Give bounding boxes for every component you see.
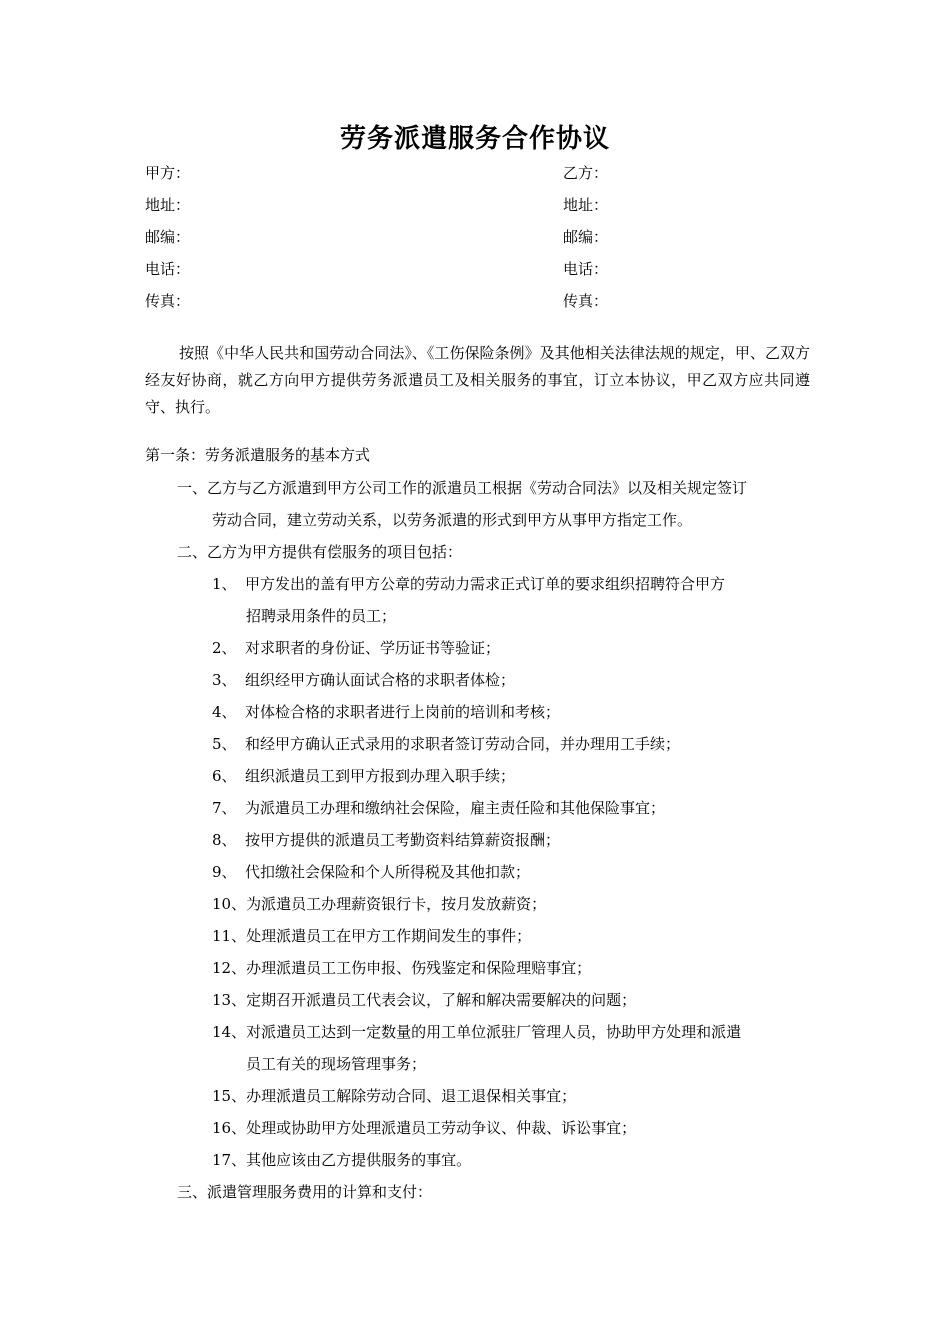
item-number: 16、: [212, 1119, 247, 1137]
item-number: 10、: [212, 895, 247, 913]
item-text: 定期召开派遣员工代表会议，了解和解决需要解决的问题；: [246, 991, 637, 1009]
party-a-address-label: 地址：: [145, 196, 191, 214]
service-item: [212, 957, 812, 979]
party-a-fax-label: 传真：: [145, 292, 191, 310]
service-item: [212, 765, 812, 787]
item-number: 9、: [212, 863, 237, 881]
clause-3-heading: 三、派遣管理服务费用的计算和支付：: [177, 1183, 433, 1201]
item-text: 为派遣员工办理薪资银行卡，按月发放薪资；: [246, 895, 547, 913]
item-number: 2、: [212, 639, 237, 657]
item-text-continued: 招聘录用条件的员工；: [246, 607, 397, 625]
service-item: [212, 893, 812, 915]
article-1-heading: 第一条：劳务派遣服务的基本方式: [145, 446, 371, 464]
service-item: [212, 1085, 812, 1107]
service-item: [212, 861, 812, 883]
item-text: 甲方发出的盖有甲方公章的劳动力需求正式订单的要求组织招聘符合甲方: [245, 575, 726, 593]
item-number: 17、: [212, 1151, 247, 1169]
item-text: 处理或协助甲方处理派遣员工劳动争议、仲裁、诉讼事宜；: [246, 1119, 637, 1137]
party-b-phone-label: 电话：: [563, 260, 609, 278]
party-a-name-label: 甲方：: [145, 164, 191, 182]
party-a-postcode-label: 邮编：: [145, 228, 191, 246]
item-number: 4、: [212, 703, 237, 721]
party-a-phone-label: 电话：: [145, 260, 191, 278]
service-item: [212, 669, 812, 691]
item-number: 6、: [212, 767, 237, 785]
party-b-address-label: 地址：: [563, 196, 609, 214]
item-number: 12、: [212, 959, 247, 977]
service-item: [212, 1117, 812, 1139]
service-item: [212, 925, 812, 947]
item-number: 14、: [212, 1023, 247, 1041]
item-text: 按甲方提供的派遣员工考勤资料结算薪资报酬；: [245, 831, 561, 849]
party-b-postcode-label: 邮编：: [563, 228, 609, 246]
document-title: 劳务派遣服务合作协议: [339, 124, 610, 154]
item-text: 对体检合格的求职者进行上岗前的培训和考核；: [245, 703, 561, 721]
party-b-fax-label: 传真：: [563, 292, 609, 310]
item-text: 办理派遣员工解除劳动合同、退工退保相关事宜；: [246, 1087, 577, 1105]
item-text: 办理派遣员工工伤申报、伤残鉴定和保险理赔事宜；: [246, 959, 592, 977]
service-item: [212, 637, 812, 659]
party-info-grid: [145, 162, 825, 322]
item-text: 其他应该由乙方提供服务的事宜。: [246, 1151, 472, 1169]
item-text: 处理派遣员工在甲方工作期间发生的事件；: [246, 927, 532, 945]
service-item: [212, 797, 812, 819]
service-item: [212, 989, 812, 1011]
item-number: 3、: [212, 671, 237, 689]
party-row-name: [145, 162, 825, 194]
item-number: 5、: [212, 735, 237, 753]
item-number: 13、: [212, 991, 247, 1009]
item-number: 11、: [212, 927, 247, 945]
service-item: [212, 733, 812, 755]
item-number: 8、: [212, 831, 237, 849]
item-number: 1、: [212, 575, 237, 593]
item-text: 组织经甲方确认面试合格的求职者体检；: [245, 671, 516, 689]
party-row-fax: [145, 290, 825, 322]
item-text: 对派遣员工达到一定数量的用工单位派驻厂管理人员，协助甲方处理和派遣: [246, 1023, 742, 1041]
party-row-phone: [145, 258, 825, 290]
service-item: [212, 829, 812, 851]
service-item: [212, 1021, 812, 1073]
party-b-name-label: 乙方：: [563, 164, 609, 182]
intro-paragraph: 按照《中华人民共和国劳动合同法》、《工伤保险条例》及其他相关法律法规的规定，甲、乙双方经友好协商，就乙方向甲方提供劳务派遣员工及相关服务的事宜，订立本协议，甲乙双方应共同遵守、执行。: [145, 344, 810, 416]
service-item: [212, 701, 812, 723]
clause-1-line-1: 一、乙方与乙方派遣到甲方公司工作的派遣员工根据《劳动合同法》以及相关规定签订: [177, 479, 748, 497]
party-row-address: [145, 194, 825, 226]
clause-2-heading: 二、乙方为甲方提供有偿服务的项目包括：: [177, 543, 463, 561]
item-text: 为派遣员工办理和缴纳社会保险，雇主责任险和其他保险事宜；: [245, 799, 666, 817]
item-number: 15、: [212, 1087, 247, 1105]
item-number: 7、: [212, 799, 237, 817]
item-text: 对求职者的身份证、学历证书等验证；: [245, 639, 501, 657]
clause-1-line-2: 劳动合同，建立劳动关系，以劳务派遣的形式到甲方从事甲方指定工作。: [212, 511, 693, 529]
item-text-continued: 员工有关的现场管理事务；: [246, 1055, 427, 1073]
item-text: 组织派遣员工到甲方报到办理入职手续；: [245, 767, 516, 785]
item-text: 和经甲方确认正式录用的求职者签订劳动合同，并办理用工手续；: [245, 735, 681, 753]
party-row-postcode: [145, 226, 825, 258]
item-text: 代扣缴社会保险和个人所得税及其他扣款；: [245, 863, 531, 881]
service-item: [212, 573, 812, 625]
service-item: [212, 1149, 812, 1171]
